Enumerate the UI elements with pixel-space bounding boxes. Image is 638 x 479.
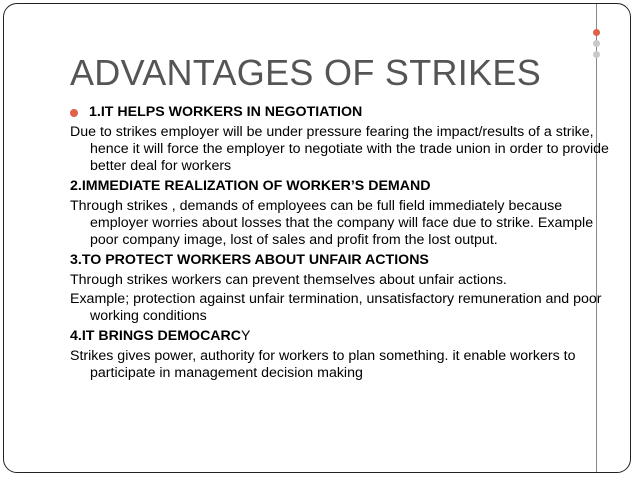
section-heading-text: 4.IT BRINGS DEMOCARC bbox=[70, 328, 242, 344]
section-paragraph: Through strikes workers can prevent themselves about unfair actions. bbox=[70, 272, 507, 288]
decorative-dot bbox=[593, 51, 600, 58]
section-heading-1 bbox=[70, 104, 610, 121]
section-heading-tail: Y bbox=[241, 328, 251, 344]
bullet-icon bbox=[70, 109, 78, 117]
section-heading-text: 1.IT HELPS WORKERS IN NEGOTIATION bbox=[89, 104, 363, 120]
section-heading-4 bbox=[70, 328, 610, 345]
slide-body bbox=[70, 101, 610, 384]
slide-title: ADVANTAGES OF STRIKES bbox=[70, 52, 542, 93]
decorative-dot bbox=[593, 40, 600, 47]
section-paragraph: Through strikes , demands of employees can be full field immediately because employer worries about losses that the company will face due to strike. Example poor company image, lost of sales and profit from the lost output. bbox=[70, 198, 594, 248]
section-paragraph: Strikes gives power, authority for workers to plan something. it enable workers to participate in management decision making bbox=[70, 348, 576, 381]
section-paragraph: Example; protection against unfair termination, unsatisfactory remuneration and poor working conditions bbox=[70, 291, 602, 324]
decorative-dot-accent bbox=[593, 29, 600, 36]
section-heading-2: 2.IMMEDIATE REALIZATION OF WORKER’S DEMAND bbox=[70, 178, 431, 194]
section-heading-3: 3.TO PROTECT WORKERS ABOUT UNFAIR ACTIONS bbox=[70, 252, 429, 268]
section-paragraph: Due to strikes employer will be under pressure fearing the impact/results of a strike, hence it will force the employer to negotiate with the trade union in order to provide better deal for workers bbox=[70, 124, 609, 174]
